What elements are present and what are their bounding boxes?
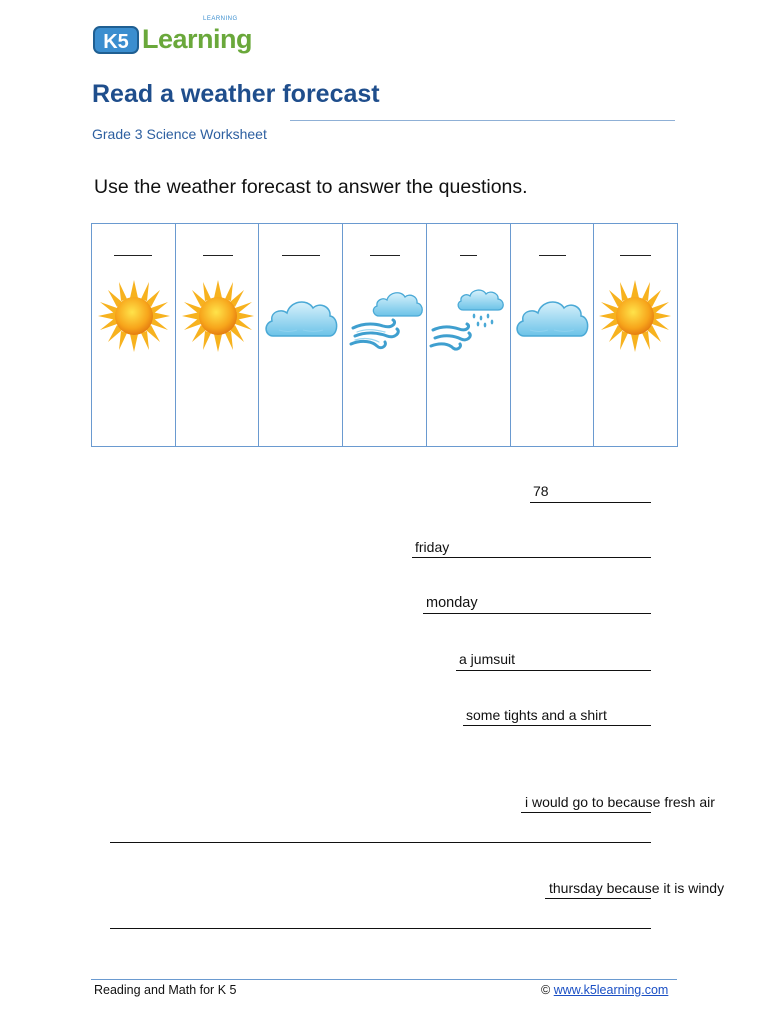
forecast-day — [511, 224, 595, 446]
day-name-blank — [460, 255, 477, 256]
answer-line — [545, 898, 651, 899]
answer-line — [423, 613, 651, 614]
answer-line — [456, 670, 651, 671]
rain-wind-icon — [429, 280, 509, 356]
footer-divider — [91, 979, 677, 980]
answer-3: monday — [426, 595, 478, 611]
sun-icon — [598, 278, 672, 354]
sun-icon — [97, 278, 171, 354]
page-subtitle: Grade 3 Science Worksheet — [92, 126, 267, 142]
day-name-blank — [282, 255, 320, 256]
answer-line-long — [110, 842, 651, 843]
answer-2: friday — [415, 539, 450, 555]
instructions: Use the weather forecast to answer the questions. — [94, 176, 528, 198]
day-name-blank — [539, 255, 566, 256]
answer-line — [530, 502, 651, 503]
answer-line — [412, 557, 651, 558]
cloud-icon — [263, 286, 339, 342]
answer-line-long — [110, 928, 651, 929]
answer-7: thursday because it is windy — [549, 880, 725, 896]
logo-badge: K5 — [93, 26, 139, 54]
answer-1: 78 — [533, 483, 549, 499]
forecast-day — [259, 224, 343, 446]
footer-text: Reading and Math for K 5 — [94, 983, 237, 997]
cloud-wind-icon — [349, 280, 425, 356]
day-name-blank — [620, 255, 651, 256]
copyright-symbol: © — [541, 983, 551, 997]
answer-line — [463, 725, 651, 726]
header-divider — [290, 120, 675, 121]
logo-tagline: LEARNING — [203, 16, 238, 22]
answer-6: i would go to because fresh air — [525, 794, 715, 810]
day-name-blank — [370, 255, 400, 256]
forecast-day — [92, 224, 176, 446]
logo-word: Learning — [142, 24, 253, 54]
forecast-day — [176, 224, 260, 446]
answer-line — [521, 812, 651, 813]
forecast-table — [91, 223, 678, 447]
forecast-day — [343, 224, 427, 446]
answer-5: some tights and a shirt — [466, 707, 607, 723]
page-title: Read a weather forecast — [92, 80, 380, 108]
day-name-blank — [114, 255, 152, 256]
day-name-blank — [203, 255, 233, 256]
sun-icon — [181, 278, 255, 354]
answer-4: a jumsuit — [459, 651, 516, 667]
forecast-day — [427, 224, 511, 446]
forecast-day — [594, 224, 677, 446]
footer-copyright — [541, 983, 668, 997]
website-link[interactable]: www.k5learning.com — [553, 983, 669, 997]
cloud-icon — [514, 286, 590, 342]
